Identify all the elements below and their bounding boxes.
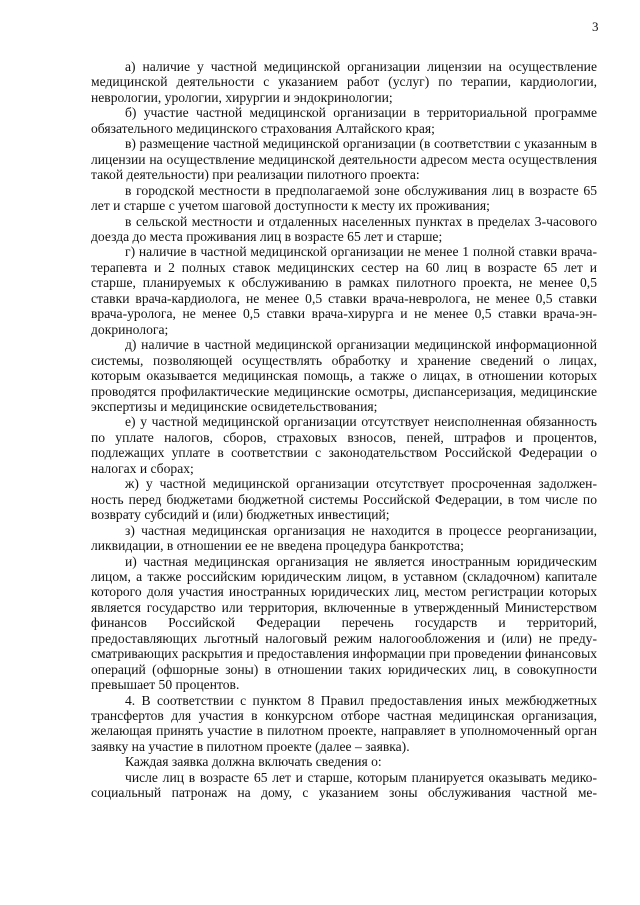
page-number: 3 — [592, 19, 599, 34]
paragraph-application-point-4: 4. В соответствии с пунктом 8 Правил предоставления иных межбюджетных трансфертов для участия в конкурсном отборе частная медицинская организация, желающая принять участие в пилотном проекте, направляет в уполномоченный орган заявку на участие в пилотном проекте (далее – заявка). — [91, 692, 597, 754]
paragraph-license: а) наличие у частной медицинской организации лицензии на осуществление медицинской деятельности с указанием работ (услуг) по терапии, кардиологии, неврологии, урологии, хирургии и эндокринологии; — [91, 59, 597, 105]
paragraph-information-system: д) наличие в частной медицинской организации медицинской информационной системы, позволяющей осуществлять обработку и хранение сведений о лицах, которым оказывается медицинская помощь, а также о лицах, в отношении которых проводятся профилактические медицинские осмотры, диспансеризация, медицинские экспертизы и медицинские освидетельствования; — [91, 337, 597, 414]
paragraph-urban-area: в городской местности в предполагаемой зоне обслуживания лиц в возрасте 65 лет и старше с учетом шаговой доступности к месту их проживания; — [91, 182, 597, 214]
paragraph-budget-debt: ж) у частной медицинской организации отсутствует просроченная задолженность перед бюджетами бюджетной системы Российской Федерации, в том числе по возврату субсидий и (или) бюджетных инвестиций; — [91, 476, 597, 523]
paragraph-application-contents: Каждая заявка должна включать сведения о: — [125, 754, 382, 770]
paragraph-number-of-persons: числе лиц в возрасте 65 лет и старше, которым планируется оказывать медико-социальный патронаж на дому, с указанием зоны обслуживания частной ме- — [91, 769, 597, 801]
paragraph-tax-obligations: е) у частной медицинской организации отсутствует неисполненная обязанность по уплате налогов, сборов, страховых взносов, пеней, штрафов и процентов, подлежащих уплате в соответствии с законодательством Российской Федерации о налогах и сборах; — [91, 414, 597, 476]
paragraph-oms-participation: б) участие частной медицинской организации в территориальной программе обязательного медицинского страхования Алтайского края; — [91, 105, 597, 136]
paragraph-reorganization: з) частная медицинская организация не находится в процессе реорганизации, ликвидации, в отношении ее не введена процедура банкротства; — [91, 522, 597, 554]
paragraph-rural-area: в сельской местности и отдаленных населенных пунктах в пределах 3-часового доезда до места проживания лиц в возрасте 65 лет и старше; — [91, 213, 597, 244]
paragraph-location: в) размещение частной медицинской организации (в соответствии с указанным в лицензии на осуществление медицинской деятельности адресом места осуществления такой деятельности) при реализации пилотного проекта: — [91, 136, 597, 183]
paragraph-staffing: г) наличие в частной медицинской организации не менее 1 полной ставки врача-терапевта и 2 полных ставок медицинских сестер на 60 лиц в возрасте 65 лет и старше, планируемых к обслуживанию в рамках пилотного проекта, не менее 0,5 ставки врача-кардиолога, не менее 0,5 ставки врача-невролога, не менее 0,5 ставки врача-уролога, не менее 0,5 ставки врача-хирурга и не менее 0,5 ставки врача-эндокринолога; — [91, 244, 597, 337]
paragraph-foreign-entity: и) частная медицинская организация не является иностранным юридическим лицом, а также российским юридическим лицом, в уставном (складочном) капитале которого доля участия иностранных юридических лиц, местом регистрации которых является государство или территория, включенные в утвержденный Министерством финансов Российской Федерации перечень государств и территорий, предоставляющих льготный налоговый режим налогообложения и (или) не предусматривающих раскрытия и предоставления информации при проведении финансовых операций (офшорные зоны) в отношении таких юридических лиц, в совокупности превышает 50 процентов. — [91, 553, 597, 693]
document-body — [91, 59, 597, 801]
